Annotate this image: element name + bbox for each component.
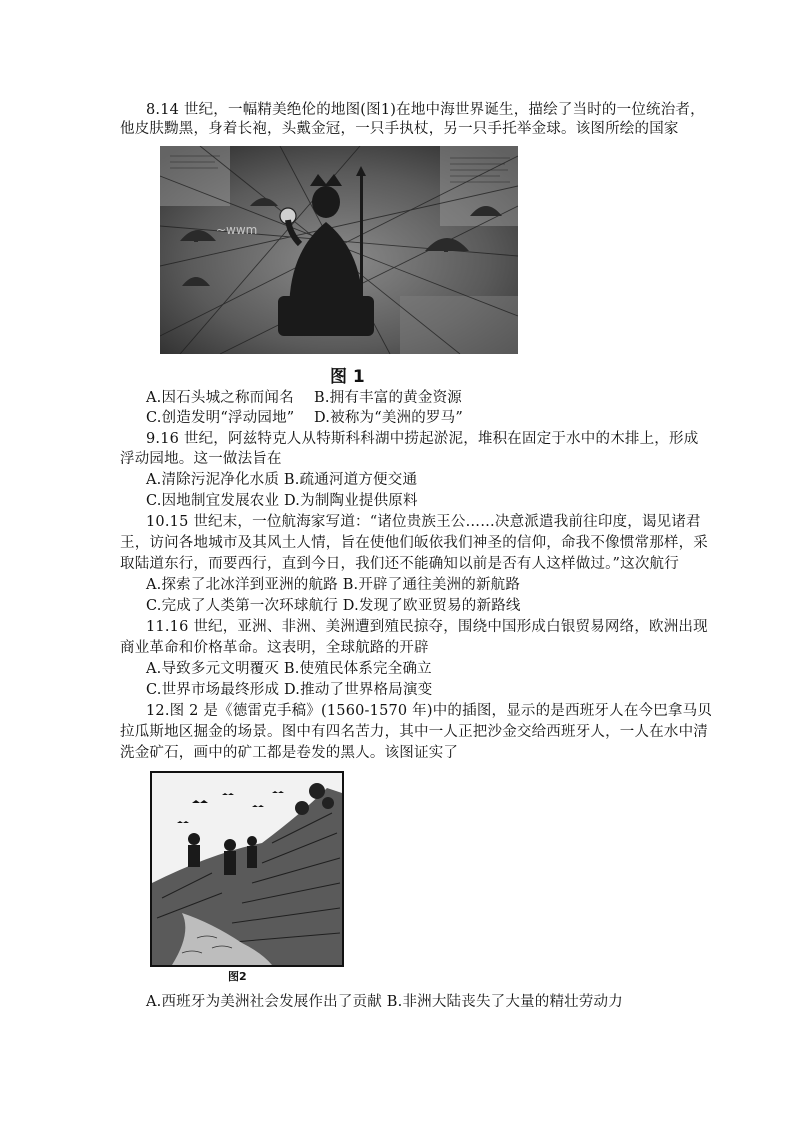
q12-options-ab: A.西班牙为美洲社会发展作出了贡献 B.非洲大陆丧失了大量的精壮劳动力 [146,994,623,1010]
q12-stem-line1: 12.图 2 是《德雷克手稿》(1560-1570 年)中的插图，显示的是西班牙人在今巴拿马贝 [146,703,713,719]
q11-options-ab: A.导致多元文明覆灭 B.使殖民体系完全确立 [146,661,432,677]
q10-stem-line1: 10.15 世纪末，一位航海家写道：“诸位贵族王公……决意派遣我前往印度，谒见诸君 [146,514,701,530]
q10-options-cd: C.完成了人类第一次环球航行 D.发现了欧亚贸易的新路线 [146,598,521,614]
q8-option-a: A.因石头城之称而闻名 [146,390,294,406]
figure-2-gold-mining-engraving [150,771,344,967]
figure-2-caption: 图2 [228,970,247,983]
q9-options-ab: A.清除污泥净化水质 B.疏通河道方便交通 [146,472,418,488]
q10-options-ab: A.探索了北冰洋到亚洲的航路 B.开辟了通往美洲的新航路 [146,577,521,593]
q8-option-d: D.被称为“美洲的罗马” [314,410,463,426]
q8-stem-line2: 他皮肤黝黑，身着长袍，头戴金冠，一只手执杖，另一只手托举金球。该图所绘的国家 [120,121,679,137]
q9-stem-line1: 9.16 世纪，阿兹特克人从特斯科科湖中捞起淤泥，堆积在固定于水中的木排上，形成 [146,431,699,447]
q12-stem-line3: 洗金矿石，画中的矿工都是卷发的黑人。该图证实了 [120,745,459,761]
q11-stem-line2: 商业革命和价格革命。这表明，全球航路的开辟 [120,640,429,656]
q8-option-b: B.拥有丰富的黄金资源 [314,390,462,406]
q10-stem-line3: 取陆道东行，而要西行，直到今日，我们还不能确知以前是否有人这样做过。”这次航行 [120,556,679,572]
q9-stem-line2: 浮动园地。这一做法旨在 [120,451,282,467]
q12-stem-line2: 拉瓜斯地区掘金的场景。图中有四名苦力，其中一人正把沙金交给西班牙人，一人在水中清 [120,724,708,740]
figure-1-map-image [160,146,518,354]
q11-options-cd: C.世界市场最终形成 D.推动了世界格局演变 [146,682,433,698]
q10-stem-line2: 王，访问各地城市及其风土人情，旨在使他们皈依我们神圣的信仰，命我不像惯常那样，采 [120,535,708,551]
q9-options-cd: C.因地制宜发展农业 D.为制陶业提供原料 [146,493,418,509]
svg-text:~wwm: ~wwm [216,223,258,237]
q8-stem-line1: 8.14 世纪，一幅精美绝伦的地图(图1)在地中海世界诞生，描绘了当时的一位统治者， [146,102,705,118]
q8-option-c: C.创造发明“浮动园地” [146,410,295,426]
q11-stem-line1: 11.16 世纪，亚洲、非洲、美洲遭到殖民掠夺，围绕中国形成白银贸易网络，欧洲出现 [146,619,708,635]
figure-1-caption: 图 1 [330,367,365,387]
